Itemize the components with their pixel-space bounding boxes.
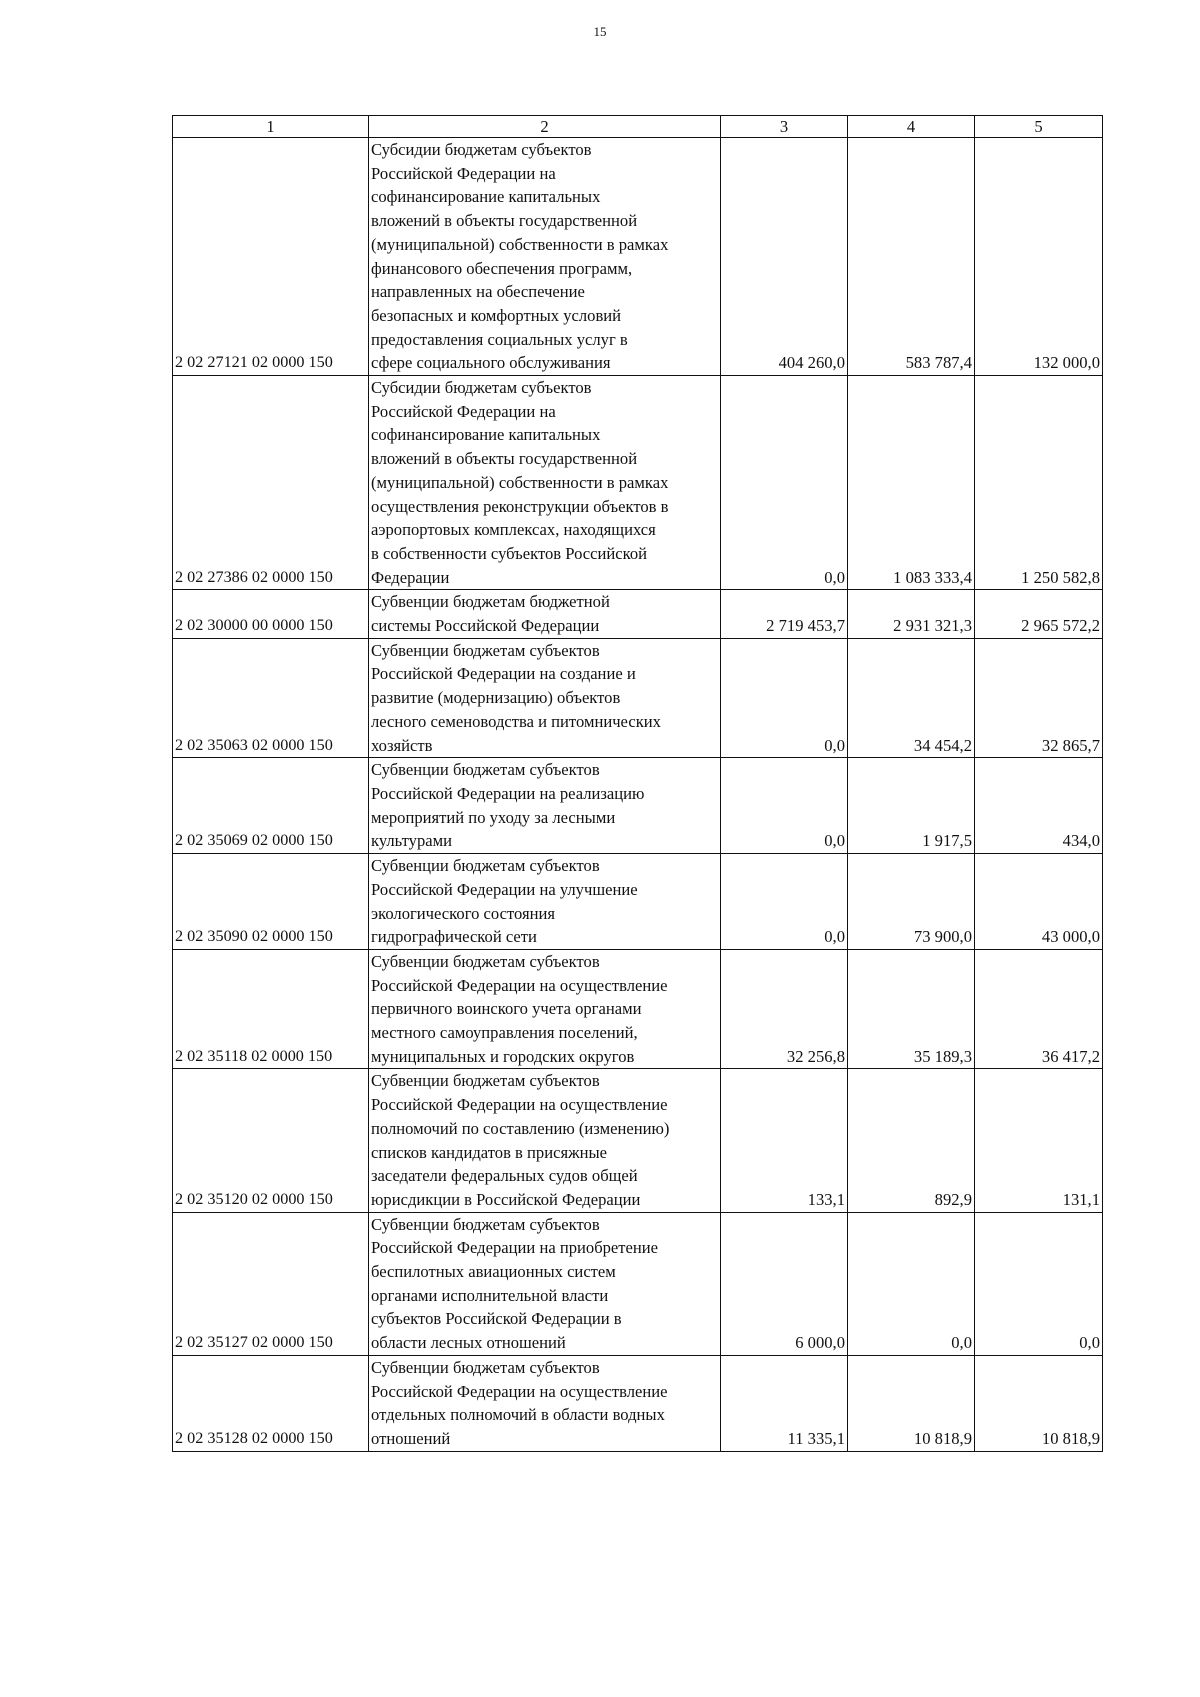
column-header: 4 xyxy=(848,116,975,138)
amount-cell-v3: 0,0 xyxy=(721,854,848,950)
amount-cell-v5: 32 865,7 xyxy=(975,638,1103,758)
table-row xyxy=(173,138,1103,376)
amount-cell-v3: 133,1 xyxy=(721,1069,848,1212)
revenue-description-cell xyxy=(369,949,721,1069)
description-line: Субвенции бюджетам субъектов xyxy=(371,760,600,780)
description-line: Федерации xyxy=(371,567,450,587)
description-line: Российской Федерации на реализацию xyxy=(371,783,645,803)
amount-cell-v5: 131,1 xyxy=(975,1069,1103,1212)
column-header: 5 xyxy=(975,116,1103,138)
revenue-code-cell: 2 02 35069 02 0000 150 xyxy=(173,758,369,854)
description-line: Субвенции бюджетам субъектов xyxy=(371,951,600,971)
description-line: Субвенции бюджетам субъектов xyxy=(371,1071,600,1091)
revenue-description-cell xyxy=(369,854,721,950)
revenue-description-cell xyxy=(369,1212,721,1355)
amount-cell-v4: 10 818,9 xyxy=(848,1355,975,1451)
revenue-description-cell xyxy=(369,590,721,638)
amount-cell-v4: 35 189,3 xyxy=(848,949,975,1069)
description-line: экологического состояния xyxy=(371,903,556,923)
description-line: Российской Федерации на xyxy=(371,163,556,183)
amount-cell-v3: 0,0 xyxy=(721,638,848,758)
amount-cell-v5: 434,0 xyxy=(975,758,1103,854)
description-line: безопасных и комфортных условий xyxy=(371,305,622,325)
description-line: системы Российской Федерации xyxy=(371,616,600,636)
amount-cell-v3: 0,0 xyxy=(721,758,848,854)
amount-cell-v5: 1 250 582,8 xyxy=(975,376,1103,590)
amount-cell-v4: 73 900,0 xyxy=(848,854,975,950)
description-line: Субвенции бюджетам субъектов xyxy=(371,1214,600,1234)
description-line: мероприятий по уходу за лесными xyxy=(371,807,616,827)
description-line: отношений xyxy=(371,1428,451,1448)
amount-cell-v3: 6 000,0 xyxy=(721,1212,848,1355)
description-line: вложений в объекты государственной xyxy=(371,449,638,469)
revenue-code-cell: 2 02 35063 02 0000 150 xyxy=(173,638,369,758)
amount-cell-v5: 0,0 xyxy=(975,1212,1103,1355)
amount-cell-v3: 11 335,1 xyxy=(721,1355,848,1451)
description-line: Российской Федерации на осуществление xyxy=(371,1095,668,1115)
amount-cell-v4: 34 454,2 xyxy=(848,638,975,758)
description-line: (муниципальной) собственности в рамках xyxy=(371,234,669,254)
revenue-code-cell: 2 02 35127 02 0000 150 xyxy=(173,1212,369,1355)
amount-cell-v5: 132 000,0 xyxy=(975,138,1103,376)
revenue-code-cell: 2 02 35120 02 0000 150 xyxy=(173,1069,369,1212)
amount-cell-v5: 36 417,2 xyxy=(975,949,1103,1069)
column-header: 3 xyxy=(721,116,848,138)
description-line: заседатели федеральных судов общей xyxy=(371,1166,638,1186)
table-row xyxy=(173,1069,1103,1212)
description-line: Субвенции бюджетам субъектов xyxy=(371,856,600,876)
description-line: Российской Федерации на осуществление xyxy=(371,1381,668,1401)
table-row xyxy=(173,1212,1103,1355)
revenue-code-cell: 2 02 35128 02 0000 150 xyxy=(173,1355,369,1451)
revenue-description-cell xyxy=(369,138,721,376)
amount-cell-v4: 2 931 321,3 xyxy=(848,590,975,638)
amount-cell-v5: 2 965 572,2 xyxy=(975,590,1103,638)
amount-cell-v5: 10 818,9 xyxy=(975,1355,1103,1451)
description-line: полномочий по составлению (изменению) xyxy=(371,1118,670,1138)
table-row xyxy=(173,638,1103,758)
description-line: направленных на обеспечение xyxy=(371,282,585,302)
revenue-code-cell: 2 02 35090 02 0000 150 xyxy=(173,854,369,950)
description-line: софинансирование капитальных xyxy=(371,425,601,445)
description-line: софинансирование капитальных xyxy=(371,187,601,207)
description-line: Российской Федерации на создание и xyxy=(371,664,636,684)
description-line: лесного семеноводства и питомнических xyxy=(371,711,661,731)
description-line: Субсидии бюджетам субъектов xyxy=(371,378,592,398)
description-line: Субсидии бюджетам субъектов xyxy=(371,140,592,159)
amount-cell-v3: 0,0 xyxy=(721,376,848,590)
description-line: предоставления социальных услуг в xyxy=(371,329,628,349)
table-row xyxy=(173,949,1103,1069)
revenue-description-cell xyxy=(369,1069,721,1212)
revenue-code-cell: 2 02 30000 00 0000 150 xyxy=(173,590,369,638)
page-number: 15 xyxy=(593,24,607,39)
description-line: Субвенции бюджетам субъектов xyxy=(371,640,600,660)
description-line: муниципальных и городских округов xyxy=(371,1046,635,1066)
amount-cell-v3: 32 256,8 xyxy=(721,949,848,1069)
amount-cell-v3: 2 719 453,7 xyxy=(721,590,848,638)
description-line: Российской Федерации на приобретение xyxy=(371,1238,659,1258)
description-line: гидрографической сети xyxy=(371,927,537,947)
amount-cell-v4: 0,0 xyxy=(848,1212,975,1355)
table-row xyxy=(173,854,1103,950)
description-line: в собственности субъектов Российской xyxy=(371,543,648,563)
revenue-description-cell xyxy=(369,1355,721,1451)
description-line: Российской Федерации на xyxy=(371,401,556,421)
table-row xyxy=(173,758,1103,854)
description-line: вложений в объекты государственной xyxy=(371,211,638,231)
table-row xyxy=(173,1355,1103,1451)
description-line: Субвенции бюджетам субъектов xyxy=(371,1357,600,1377)
revenue-description-cell xyxy=(369,376,721,590)
column-header: 1 xyxy=(173,116,369,138)
revenue-description-cell xyxy=(369,758,721,854)
amount-cell-v4: 1 917,5 xyxy=(848,758,975,854)
amount-cell-v5: 43 000,0 xyxy=(975,854,1103,950)
table-header-row xyxy=(173,116,1103,138)
description-line: юрисдикции в Российской Федерации xyxy=(371,1189,641,1209)
description-line: субъектов Российской Федерации в xyxy=(371,1309,622,1329)
description-line: Российской Федерации на улучшение xyxy=(371,879,638,899)
description-line: осуществления реконструкции объектов в xyxy=(371,496,669,516)
description-line: сфере социального обслуживания xyxy=(371,353,611,373)
description-line: финансового обеспечения программ, xyxy=(371,258,633,278)
amount-cell-v4: 1 083 333,4 xyxy=(848,376,975,590)
description-line: отдельных полномочий в области водных xyxy=(371,1405,665,1425)
description-line: области лесных отношений xyxy=(371,1333,566,1353)
description-line: культурами xyxy=(371,831,452,851)
revenue-code-cell: 2 02 35118 02 0000 150 xyxy=(173,949,369,1069)
amount-cell-v4: 892,9 xyxy=(848,1069,975,1212)
description-line: Субвенции бюджетам бюджетной xyxy=(371,592,610,612)
revenue-code-cell: 2 02 27121 02 0000 150 xyxy=(173,138,369,376)
description-line: местного самоуправления поселений, xyxy=(371,1023,638,1043)
table-row xyxy=(173,376,1103,590)
column-header: 2 xyxy=(369,116,721,138)
revenue-code-cell: 2 02 27386 02 0000 150 xyxy=(173,376,369,590)
amount-cell-v3: 404 260,0 xyxy=(721,138,848,376)
revenue-description-cell xyxy=(369,638,721,758)
budget-revenue-table xyxy=(172,115,1103,1452)
description-line: Российской Федерации на осуществление xyxy=(371,975,668,995)
description-line: развитие (модернизацию) объектов xyxy=(371,688,621,708)
description-line: хозяйств xyxy=(371,735,433,755)
description-line: (муниципальной) собственности в рамках xyxy=(371,472,669,492)
description-line: списков кандидатов в присяжные xyxy=(371,1142,607,1162)
description-line: аэропортовых комплексах, находящихся xyxy=(371,520,656,540)
description-line: беспилотных авиационных систем xyxy=(371,1262,616,1282)
description-line: первичного воинского учета органами xyxy=(371,999,642,1019)
amount-cell-v4: 583 787,4 xyxy=(848,138,975,376)
description-line: органами исполнительной власти xyxy=(371,1285,609,1305)
table-row xyxy=(173,590,1103,638)
